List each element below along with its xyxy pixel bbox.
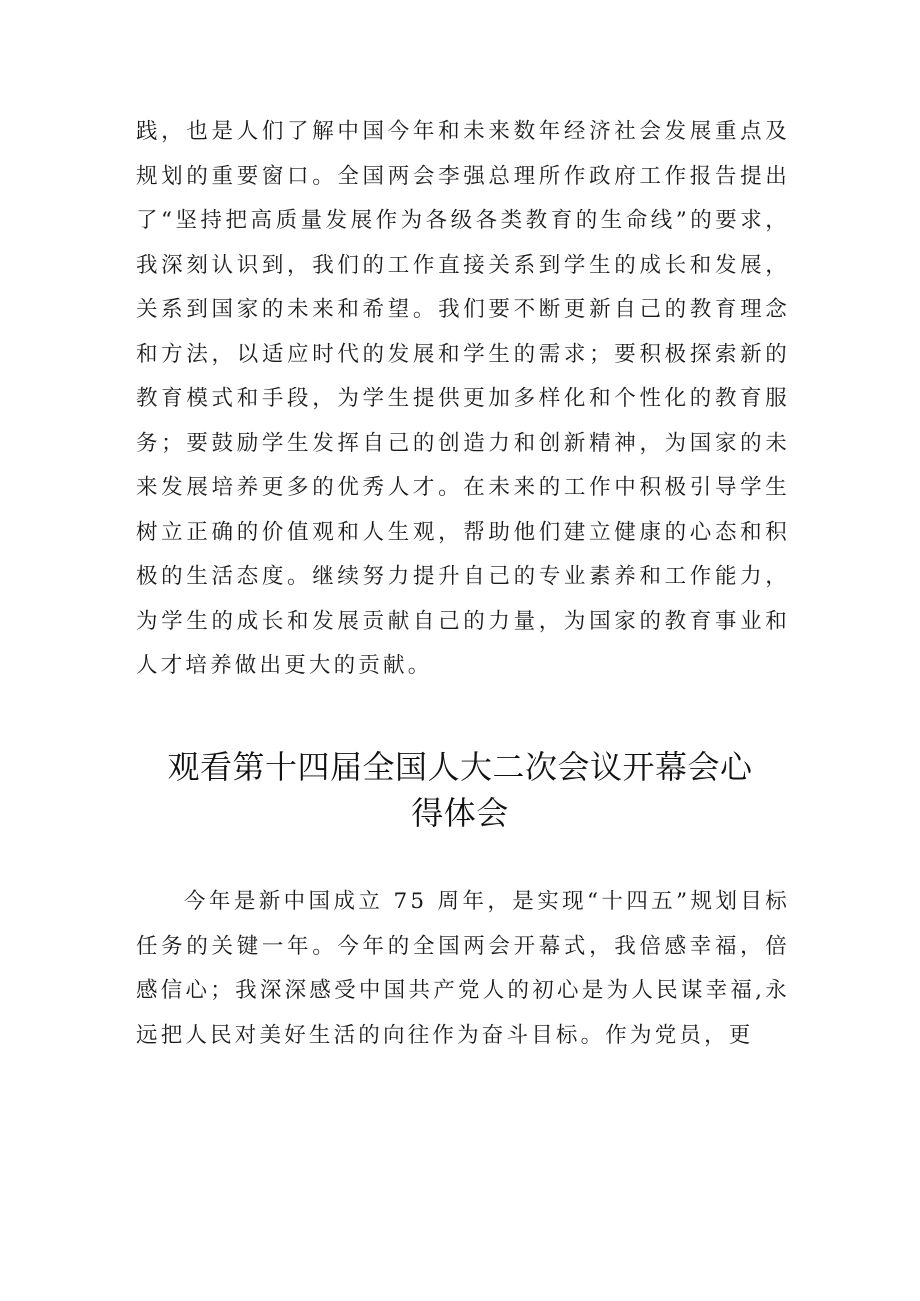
section-heading-line-1: 观看第十四届全国人大二次会议开幕会心 [167, 748, 753, 786]
section-heading [120, 744, 800, 836]
body-paragraph-continued: 践，也是人们了解中国今年和未来数年经济社会发展重点及规划的重要窗口。全国两会李强总理所作政府工作报告提出了“坚持把高质量发展作为各级各类教育的生命线”的要求，我深刻认识到，我们的工作直接关系到学生的成长和发展，关系到国家的未来和希望。我们要不断更新自己的教育理念和方法，以适应时代的发展和学生的需求；要积极探索新的教育模式和手段，为学生提供更加多样化和个性化的教育服务；要鼓励学生发挥自己的创造力和创新精神，为国家的未来发展培养更多的优秀人才。在未来的工作中积极引导学生树立正确的价值观和人生观，帮助他们建立健康的心态和积极的生活态度。继续努力提升自己的专业素养和工作能力，为学生的成长和发展贡献自己的力量，为国家的教育事业和人才培养做出更大的贡献。 [136, 119, 790, 678]
section-heading-line-2: 得体会 [411, 794, 509, 832]
body-paragraph-opening: 今年是新中国成立 75 周年，是实现“十四五”规划目标任务的关键一年。今年的全国两会开幕式，我倍感幸福，倍感信心；我深深感受中国共产党人的初心是为人民谋幸福,永远把人民对美好生活的向往作为奋斗目标。作为党员，更 [136, 889, 790, 1048]
